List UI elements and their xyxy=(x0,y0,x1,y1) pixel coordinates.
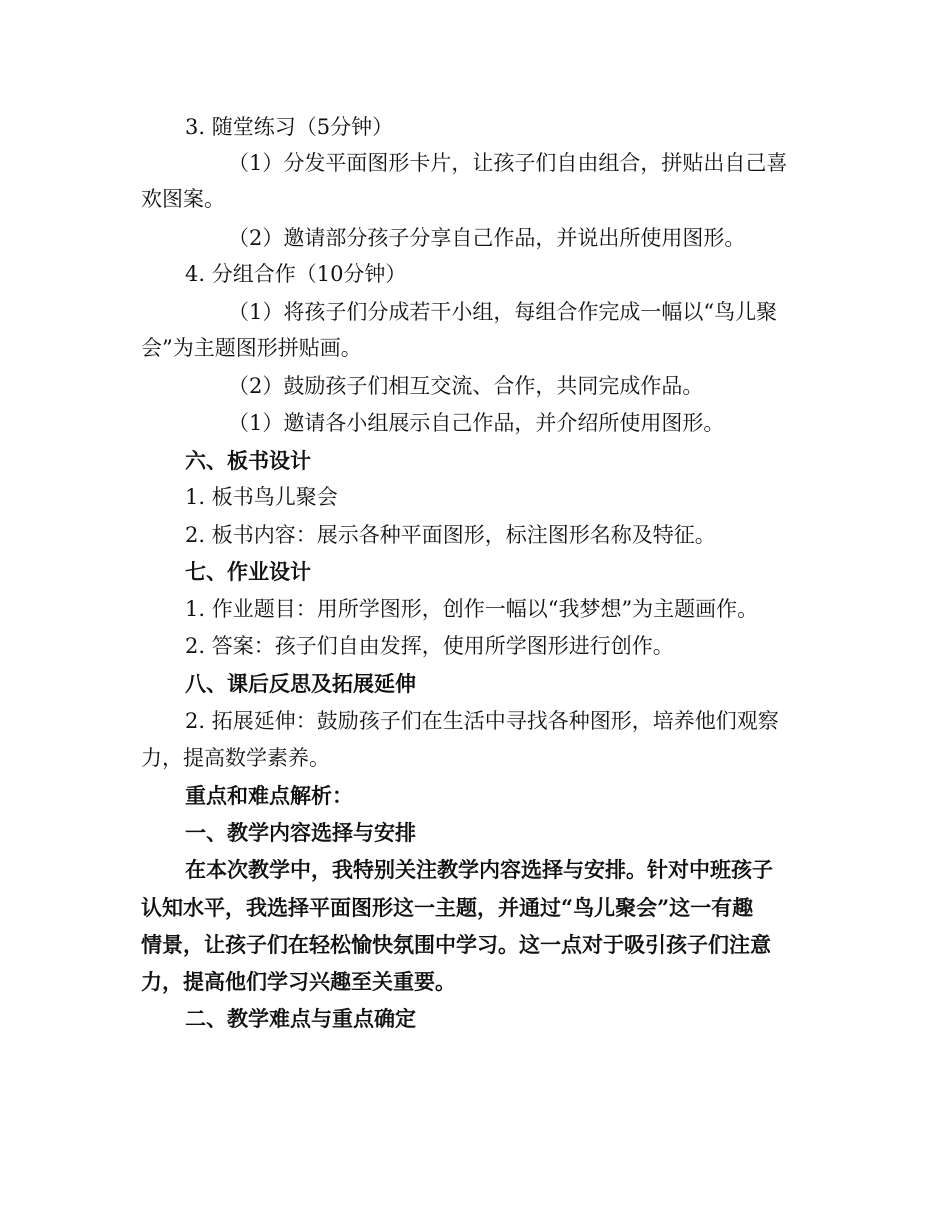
key-point-1-para-line-3: 情景，让孩子们在轻松愉快氛围中学习。这一点对于吸引孩子们注意 xyxy=(141,932,771,957)
key-point-1-para-line-2: 认知水平，我选择平面图形这一主题，并通过“鸟儿聚会”这一有趣 xyxy=(141,895,754,920)
step-4-item-1: （1）将孩子们分成若干小组，每组合作完成一幅以“鸟儿聚 xyxy=(228,300,778,324)
step-4-item-1-cont: 会”为主题图形拼贴画。 xyxy=(141,336,362,360)
section-7-heading: 七、作业设计 xyxy=(185,559,311,584)
section-8-heading: 八、课后反思及拓展延伸 xyxy=(185,671,416,696)
section-8-item-2-cont: 力，提高数学素养。 xyxy=(141,746,330,770)
key-point-1-heading: 一、教学内容选择与安排 xyxy=(185,820,416,845)
key-point-2-heading: 二、教学难点与重点确定 xyxy=(185,1006,416,1031)
step-4-heading: 4. 分组合作（10分钟） xyxy=(185,262,407,286)
step-3-item-1-cont: 欢图案。 xyxy=(141,187,225,211)
key-point-1-para-line-4: 力，提高他们学习兴趣至关重要。 xyxy=(141,969,456,994)
step-3-heading: 3. 随堂练习（5分钟） xyxy=(185,115,394,139)
key-points-heading: 重点和难点解析： xyxy=(185,783,353,808)
key-point-1-para-line-1: 在本次教学中，我特别关注教学内容选择与安排。针对中班孩子 xyxy=(185,857,773,882)
section-7-item-2: 2. 答案：孩子们自由发挥，使用所学图形进行创作。 xyxy=(185,634,674,658)
step-4-item-3: （1）邀请各小组展示自己作品，并介绍所使用图形。 xyxy=(228,411,725,435)
step-4-item-2: （2）鼓励孩子们相互交流、合作，共同完成作品。 xyxy=(228,374,704,398)
section-8-item-2: 2. 拓展延伸：鼓励孩子们在生活中寻找各种图形，培养他们观察 xyxy=(185,709,779,733)
step-3-item-1: （1）分发平面图形卡片，让孩子们自由组合，拼贴出自己喜 xyxy=(228,151,788,175)
step-3-item-2: （2）邀请部分孩子分享自己作品，并说出所使用图形。 xyxy=(228,226,746,250)
section-7-item-1: 1. 作业题目：用所学图形，创作一幅以“我梦想”为主题画作。 xyxy=(185,597,759,621)
section-6-heading: 六、板书设计 xyxy=(185,448,311,473)
section-6-item-2: 2. 板书内容：展示各种平面图形，标注图形名称及特征。 xyxy=(185,523,716,547)
section-6-item-1: 1. 板书鸟儿聚会 xyxy=(185,485,338,509)
